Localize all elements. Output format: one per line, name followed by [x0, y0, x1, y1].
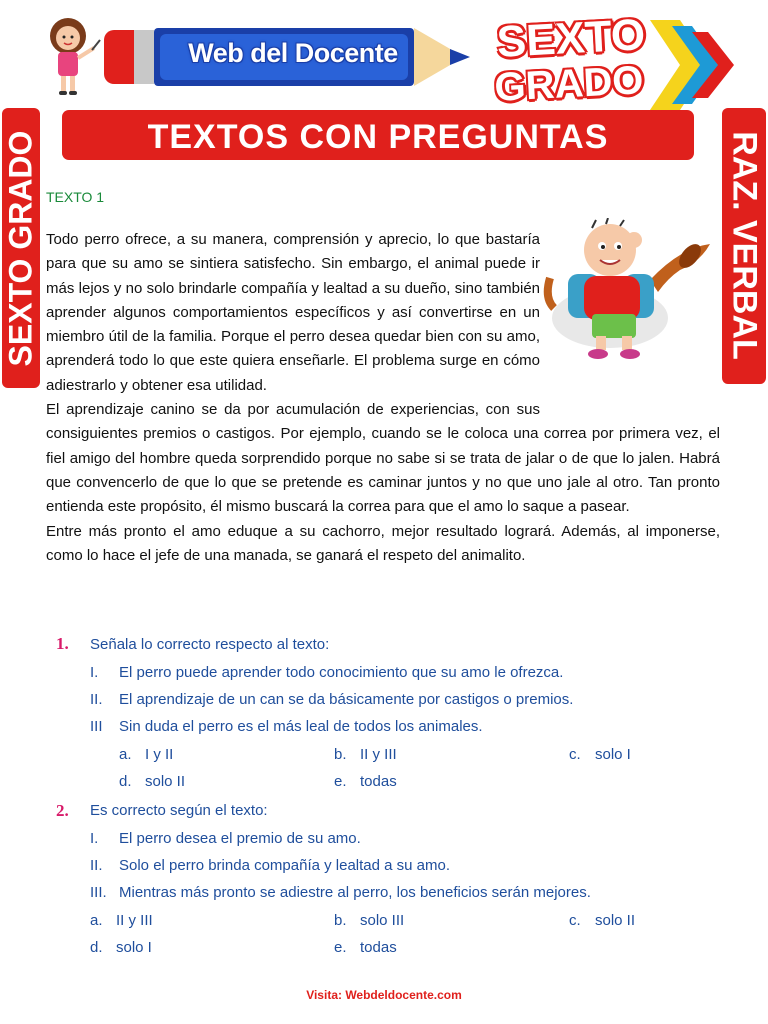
grade-title-line1: SEXTO	[495, 10, 647, 67]
answer-text: II y III	[116, 912, 153, 929]
chevron-arrows-icon	[640, 20, 740, 110]
statement-text: El perro puede aprender todo conocimiento que su amo le ofrezca.	[119, 664, 564, 681]
statement-item	[90, 691, 573, 708]
answer-label: b.	[334, 746, 347, 763]
text-number-label: TEXTO 1	[46, 189, 105, 205]
answer-label: b.	[334, 912, 347, 929]
statement-text: El aprendizaje de un can se da básicamente por castigos o premios.	[119, 691, 574, 708]
passage-paragraph-1: Todo perro ofrece, a su manera, comprensión y aprecio, lo que bastaría para que su amo se sintiera satisfecho. Sin embargo, el animal puede ir más lejos y no solo brindarle compañía y lealtad a su dueño, sino también aprender algunos comportamientos específicos y así convertirse en un miembro útil de la familia. Porque el perro desea quedar bien con su amo, aprenderá todo lo que este quiera enseñarle. El problema surge en cómo adiestrarlo y obtener esa utilidad.	[46, 231, 540, 394]
question-text: Señala lo correcto respecto al texto:	[90, 636, 330, 653]
statement-text: Solo el perro brinda compañía y lealtad a su amo.	[119, 857, 451, 874]
left-banner-label: SEXTO GRADO	[2, 130, 39, 367]
statement-label: III.	[90, 884, 107, 901]
answer-option[interactable]	[90, 912, 153, 929]
statement-text: El perro desea el premio de su amo.	[119, 830, 361, 847]
answer-text: solo II	[145, 773, 186, 790]
answer-text: solo I	[595, 746, 631, 763]
answer-option[interactable]	[334, 912, 404, 929]
statement-item	[90, 718, 483, 735]
footer-website-link[interactable]: Visita: Webdeldocente.com	[306, 988, 462, 1002]
answer-option[interactable]	[90, 939, 152, 956]
answer-option[interactable]	[334, 939, 397, 956]
question-text: Es correcto según el texto:	[90, 802, 268, 819]
statement-label: I.	[90, 664, 99, 681]
logo-text: Web del Docente	[188, 38, 398, 68]
statement-text: Sin duda el perro es el más leal de todos los animales.	[119, 718, 483, 735]
teacher-mascot-icon	[38, 14, 102, 100]
answer-option[interactable]	[569, 746, 631, 763]
passage-paragraph-3: Entre más pronto el amo eduque a su cachorro, mejor resultado logrará. Además, al imponerse, como lo hace el jefe de una manada, se ganará el respeto del animalito.	[46, 522, 720, 564]
answer-option[interactable]	[334, 746, 397, 763]
answer-text: solo II	[595, 912, 636, 929]
answer-text: I y II	[145, 746, 174, 763]
boy-with-dog-illustration	[540, 218, 718, 368]
statement-label: II.	[90, 857, 103, 874]
answer-option[interactable]	[119, 746, 173, 763]
answer-label: d.	[119, 773, 132, 790]
answer-label: a.	[90, 912, 103, 929]
statement-item	[90, 857, 450, 874]
answer-text: solo III	[360, 912, 405, 929]
passage-paragraph-2: El aprendizaje canino se da por acumulación de experiencias, con sus consiguientes premios o castigos. Por ejemplo, cuando se le coloca una correa por primera vez, el fiel amigo del hombre queda sorprendido porque no sabe si se trata de jalar o de que lo jalen. Habrá que convencerlo de que lo que se pretende es caminar juntos y no que uno jale al otro. Tan pronto entienda este propósito, él mismo buscará la correa para que el amo lo saque a pasear.	[46, 401, 720, 516]
statement-label: III	[90, 718, 103, 735]
answer-label: c.	[569, 912, 581, 929]
grade-title-line2: GRADO	[493, 58, 645, 110]
answer-label: e.	[334, 939, 347, 956]
answer-label: c.	[569, 746, 581, 763]
answer-text: todas	[360, 773, 397, 790]
answer-text: todas	[360, 939, 397, 956]
answer-text: solo I	[116, 939, 152, 956]
statement-item	[90, 664, 563, 681]
statement-label: II.	[90, 691, 103, 708]
page-title: TEXTOS CON PREGUNTAS	[147, 118, 609, 156]
statement-label: I.	[90, 830, 99, 847]
answer-label: d.	[90, 939, 103, 956]
statement-text: Mientras más pronto se adiestre al perro, los beneficios serán mejores.	[119, 884, 591, 901]
statement-item	[90, 830, 361, 847]
statement-item	[90, 884, 591, 901]
answer-option[interactable]	[569, 912, 635, 929]
question-number: 2.	[56, 801, 69, 820]
question-number: 1.	[56, 634, 69, 653]
answer-option[interactable]	[119, 773, 185, 790]
answer-label: a.	[119, 746, 132, 763]
answer-option[interactable]	[334, 773, 397, 790]
answer-text: II y III	[360, 746, 397, 763]
answer-label: e.	[334, 773, 347, 790]
right-banner-label: RAZ. VERBAL	[725, 131, 764, 360]
